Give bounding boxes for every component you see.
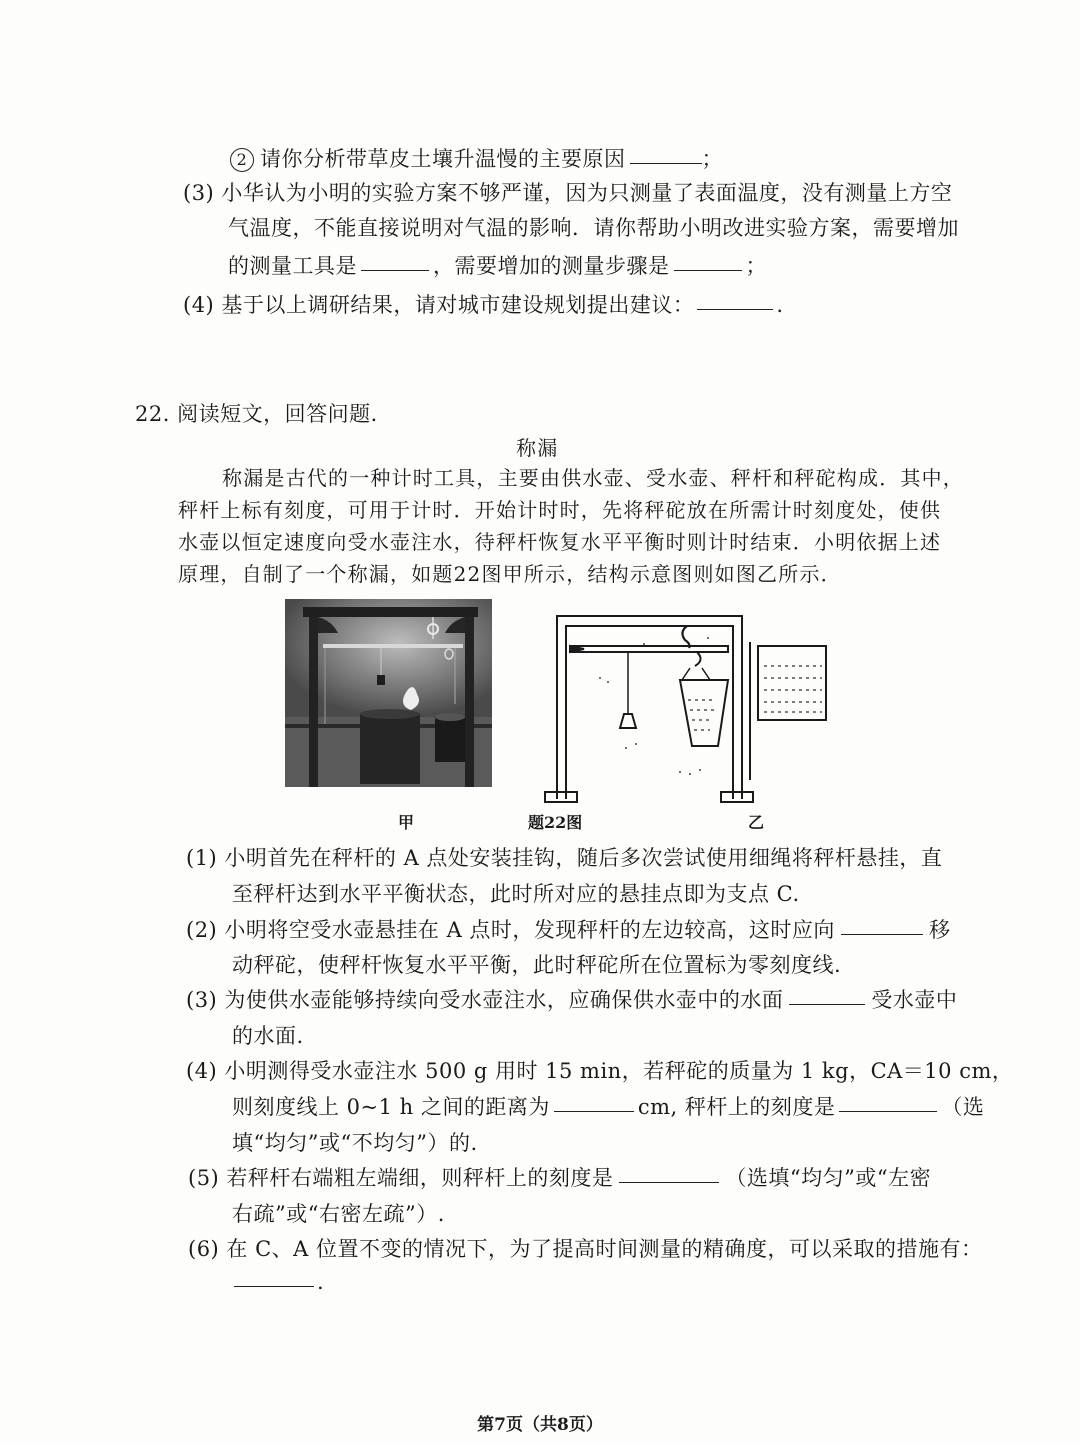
hook-a-icon bbox=[695, 652, 701, 666]
receiving-vessel bbox=[680, 680, 728, 746]
answer-blank[interactable] bbox=[789, 1003, 865, 1005]
answer-blank[interactable] bbox=[554, 1110, 634, 1112]
answer-blank[interactable] bbox=[841, 933, 923, 935]
answer-blank[interactable] bbox=[697, 308, 773, 310]
page-footer: 第7页（共8页） bbox=[477, 1415, 603, 1435]
clepsydra-photo-image bbox=[285, 599, 492, 787]
frame-outer bbox=[557, 616, 742, 799]
q21-item2: 2 请你分析带草皮土壤升温慢的主要原因 ； bbox=[230, 143, 723, 173]
q22-item6-line2: . bbox=[234, 1270, 324, 1294]
schematic-figure-yi bbox=[540, 604, 840, 814]
photo-figure-jia bbox=[285, 599, 492, 787]
q21-item3-line1: (3) 小华认为小明的实验方案不够严谨，因为只测量了表面温度，没有测量上方空 bbox=[183, 181, 953, 205]
q21-item3-line2: 气温度，不能直接说明对气温的影响．请你帮助小明改进实验方案，需要增加 bbox=[228, 216, 959, 240]
answer-blank[interactable] bbox=[630, 162, 702, 164]
para-line-1: 称漏是古代的一种计时工具，主要由供水壶、受水壶、秤杆和秤砣构成．其中， bbox=[222, 466, 964, 490]
para-line-4: 原理，自制了一个称漏，如题22图甲所示，结构示意图则如图乙所示． bbox=[178, 562, 842, 586]
q22-item4-line1: (4) 小明测得受水壶注水 500 g 用时 15 min，若秤砣的质量为 1 kg，CA＝10 cm， bbox=[186, 1059, 1014, 1083]
q22-item5-line2: 右疏”或“右密左疏”）. bbox=[232, 1202, 445, 1226]
left-base bbox=[545, 792, 577, 802]
hook-top-icon bbox=[682, 626, 689, 648]
answer-blank[interactable] bbox=[234, 1285, 314, 1287]
q22-item1-line2: 至秤杆达到水平平衡状态，此时所对应的悬挂点即为支点 C. bbox=[232, 882, 800, 906]
q22-item4-line2: 则刻度线上 0~1 h 之间的距离为 cm, 秤杆上的刻度是 （选 bbox=[232, 1095, 985, 1119]
circled-number: 2 bbox=[230, 148, 254, 172]
para-line-3: 水壶以恒定速度向受水壶注水，待秤杆恢复水平平衡时则计时结束．小明依据上述 bbox=[178, 530, 942, 554]
q22-item3-line2: 的水面. bbox=[232, 1024, 304, 1048]
answer-blank[interactable] bbox=[674, 269, 742, 271]
steelyard-beam bbox=[570, 646, 728, 652]
answer-blank[interactable] bbox=[619, 1181, 719, 1183]
answer-blank[interactable] bbox=[839, 1110, 937, 1112]
figure-label-jia: 甲 bbox=[398, 813, 415, 832]
q21-item3-line3: 的测量工具是 ，需要增加的测量步骤是 ； bbox=[228, 254, 767, 278]
q22-item3-line1: (3) 为使供水壶能够持续向受水壶注水，应确保供水壶中的水面 受水壶中 bbox=[186, 988, 958, 1012]
q22-heading: 22. 阅读短文，回答问题． bbox=[135, 402, 393, 426]
right-base bbox=[721, 792, 753, 802]
para-line-2: 秤杆上标有刻度，可用于计时．开始计时时，先将秤砣放在所需计时刻度处，使供 bbox=[178, 498, 942, 522]
article-title: 称漏 bbox=[516, 436, 559, 460]
q22-item6-line1: (6) 在 C、A 位置不变的情况下，为了提高时间测量的精确度，可以采取的措施有： bbox=[188, 1237, 983, 1261]
q22-item2-line2: 动秤砣，使秤杆恢复水平平衡，此时秤砣所在位置标为零刻度线. bbox=[232, 953, 842, 977]
q22-item1-line1: (1) 小明首先在秤杆的 A 点处安装挂钩，随后多次尝试使用细绳将秤杆悬挂，直 bbox=[186, 846, 943, 870]
answer-blank[interactable] bbox=[361, 269, 429, 271]
q22-item2-line1: (2) 小明将空受水壶悬挂在 A 点时，发现秤杆的左边较高，这时应向 移 bbox=[186, 918, 951, 942]
counterweight bbox=[620, 714, 636, 728]
q21-item4: (4) 基于以上调研结果，请对城市建设规划提出建议： . bbox=[183, 293, 784, 317]
supply-vessel bbox=[758, 646, 826, 720]
q22-item5-line1: (5) 若秤杆右端粗左端细，则秤杆上的刻度是 （选填“均匀”或“左密 bbox=[188, 1166, 932, 1190]
q22-item4-line3: 填“均匀”或“不均匀”）的. bbox=[232, 1131, 478, 1155]
figure-label-yi: 乙 bbox=[748, 813, 765, 832]
figure-caption: 题22图 bbox=[528, 813, 583, 832]
